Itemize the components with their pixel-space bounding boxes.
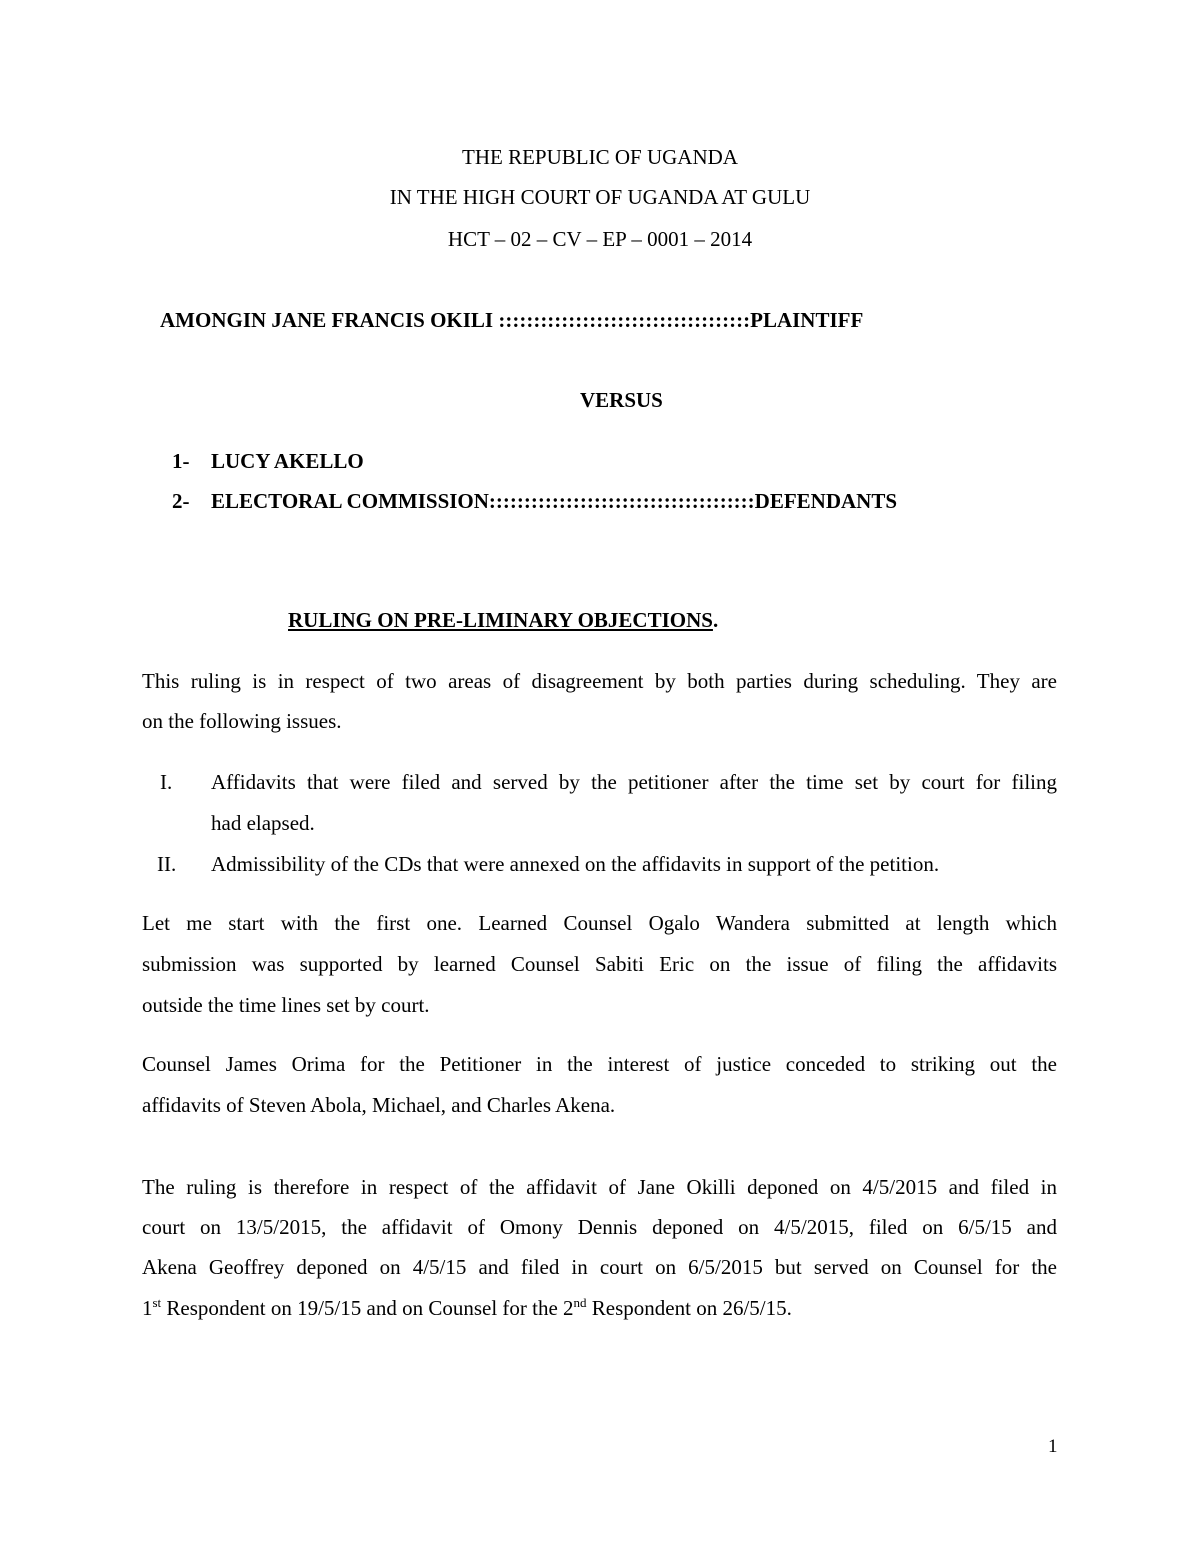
para-first-line-1: Let me start with the first one. Learned Counsel Ogalo Wandera submitted at length which	[142, 911, 1057, 935]
para-ruling-line-1: The ruling is therefore in respect of the affidavit of Jane Okilli deponed on 4/5/2015 and filed in	[142, 1175, 1057, 1199]
intro-line-1: This ruling is in respect of two areas of disagreement by both parties during scheduling. They are	[142, 669, 1057, 693]
plaintiff-line: AMONGIN JANE FRANCIS OKILI ::::::::::::::::::::::::::::::::::::PLAINTIFF	[160, 308, 864, 332]
defendant-2-name: ELECTORAL COMMISSION::::::::::::::::::::::::::::::::::::::DEFENDANTS	[211, 489, 898, 513]
para-counsel-line-2: affidavits of Steven Abola, Michael, and Charles Akena.	[142, 1093, 616, 1117]
ruling-title-period: .	[712, 608, 719, 632]
defendant-2-number: 2-	[172, 489, 190, 513]
issue-1-line-1: Affidavits that were filed and served by the petitioner after the time set by court for filing	[211, 770, 1057, 794]
para-ruling-line-2: court on 13/5/2015, the affidavit of Omony Dennis deponed on 4/5/2015, filed on 6/5/15 and	[142, 1215, 1057, 1239]
defendant-1-number: 1-	[172, 449, 190, 473]
ordinal-1: 1	[142, 1296, 153, 1320]
court-heading: IN THE HIGH COURT OF UGANDA AT GULU	[389, 185, 811, 209]
ordinal-1-suffix: st	[152, 1295, 162, 1310]
republic-heading: THE REPUBLIC OF UGANDA	[462, 145, 738, 169]
para-first-line-2: submission was supported by learned Counsel Sabiti Eric on the issue of filing the affidavits	[142, 952, 1057, 976]
page-number: 1	[1048, 1436, 1058, 1457]
ordinal-2-suffix: nd	[573, 1295, 587, 1310]
ruling-title	[288, 608, 718, 632]
para-counsel-line-1: Counsel James Orima for the Petitioner in the interest of justice conceded to striking out the	[142, 1052, 1057, 1076]
intro-line-2: on the following issues.	[142, 709, 342, 733]
case-number: HCT – 02 – CV – EP – 0001 – 2014	[447, 227, 753, 251]
issue-2-numeral: II.	[157, 852, 177, 876]
ruling-title-text: RULING ON PRE-LIMINARY OBJECTIONS	[288, 608, 713, 632]
para-first-line-3: outside the time lines set by court.	[142, 993, 430, 1017]
para-ruling-line-3: Akena Geoffrey deponed on 4/5/15 and filed in court on 6/5/2015 but served on Counsel for the	[142, 1255, 1057, 1279]
issue-1-line-2: had elapsed.	[211, 811, 315, 835]
defendant-1-name: LUCY AKELLO	[211, 449, 364, 473]
para-ruling-line-4-mid: Respondent on 19/5/15 and on Counsel for the 2	[161, 1296, 574, 1320]
issue-1-numeral: I.	[160, 770, 173, 794]
para-ruling-line-4-end: Respondent on 26/5/15.	[586, 1296, 792, 1320]
versus-label: VERSUS	[580, 388, 663, 412]
issue-2-line-1: Admissibility of the CDs that were annexed on the affidavits in support of the petition.	[211, 852, 940, 876]
para-ruling-line-4	[142, 1296, 792, 1320]
